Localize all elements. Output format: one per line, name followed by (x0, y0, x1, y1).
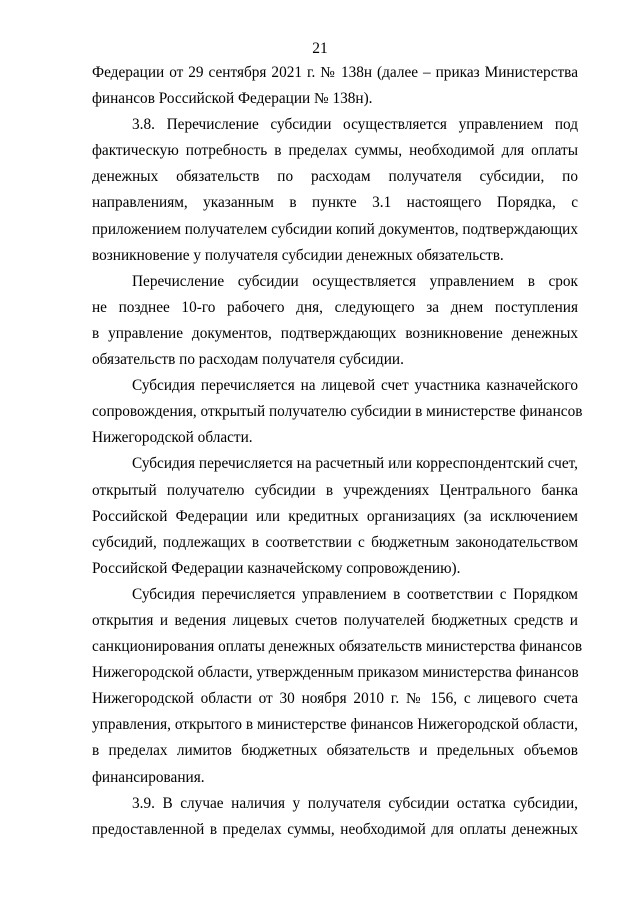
text-line: Российской Федерации или кредитных организациях (за исключением (92, 507, 578, 525)
text-line: Субсидия перечисляется на расчетный или корреспондентский счет, (132, 455, 578, 473)
text-line: финансов Российской Федерации № 138н). (92, 90, 373, 108)
text-line: в управление документов, подтверждающих возникновение денежных (92, 324, 578, 342)
text-line: Федерации от 29 сентября 2021 г. № 138н (далее – приказ Министерства (92, 64, 578, 81)
paragraph (92, 269, 578, 373)
text-line: предоставленной в пределах суммы, необходимой для оплаты денежных (92, 820, 578, 838)
text-line: открытый получателю субсидии в учреждениях Центрального банка (92, 481, 578, 499)
text-line: Нижегородской области. (92, 429, 253, 447)
text-line: 3.8. Перечисление субсидии осуществляется управлением под (132, 116, 578, 134)
page-number: 21 (312, 40, 328, 57)
text-line: управления, открытого в министерстве финансов Нижегородской области, (92, 716, 578, 734)
document-body (92, 60, 583, 843)
text-line: Субсидия перечисляется управлением в соответствии с Порядком (132, 585, 578, 603)
paragraph (92, 60, 578, 112)
paragraph (92, 451, 578, 581)
paragraph (92, 791, 578, 843)
text-line: финансирования. (92, 768, 205, 786)
text-line: направлениям, указанным в пункте 3.1 настоящего Порядка, с (92, 194, 578, 212)
text-line: Перечисление субсидии осуществляется управлением в срок (132, 272, 578, 290)
paragraph (92, 582, 583, 791)
text-line: открытия и ведения лицевых счетов получателей бюджетных средств и (92, 611, 578, 629)
text-line: приложением получателем субсидии копий документов, подтверждающих (92, 220, 578, 238)
text-line: санкционирования оплаты денежных обязательств министерства финансов (92, 638, 583, 656)
paragraph (92, 112, 578, 269)
text-line: возникновение у получателя субсидии денежных обязательств. (92, 246, 504, 264)
text-line: фактическую потребность в пределах суммы, необходимой для оплаты (92, 142, 578, 160)
text-line: субсидий, подлежащих в соответствии с бюджетным законодательством (92, 533, 578, 551)
text-line: Российской Федерации казначейскому сопровождению). (92, 559, 461, 577)
text-line: 3.9. В случае наличия у получателя субсидии остатка субсидии, (132, 794, 578, 812)
text-line: Субсидия перечисляется на лицевой счет участника казначейского (132, 377, 578, 395)
text-line: в пределах лимитов бюджетных обязательств и предельных объемов (92, 742, 578, 760)
text-line: сопровождения, открытый получателю субсидии в министерстве финансов (92, 403, 583, 421)
paragraph (92, 373, 583, 451)
text-line: Нижегородской области, утвержденным приказом министерства финансов (92, 664, 579, 682)
text-line: не позднее 10-го рабочего дня, следующего за днем поступления (92, 298, 578, 316)
text-line: обязательств по расходам получателя субсидии. (92, 351, 404, 369)
text-line: денежных обязательств по расходам получателя субсидии, по (92, 168, 578, 186)
text-line: Нижегородской области от 30 ноября 2010 г. № 156, с лицевого счета (92, 690, 578, 708)
